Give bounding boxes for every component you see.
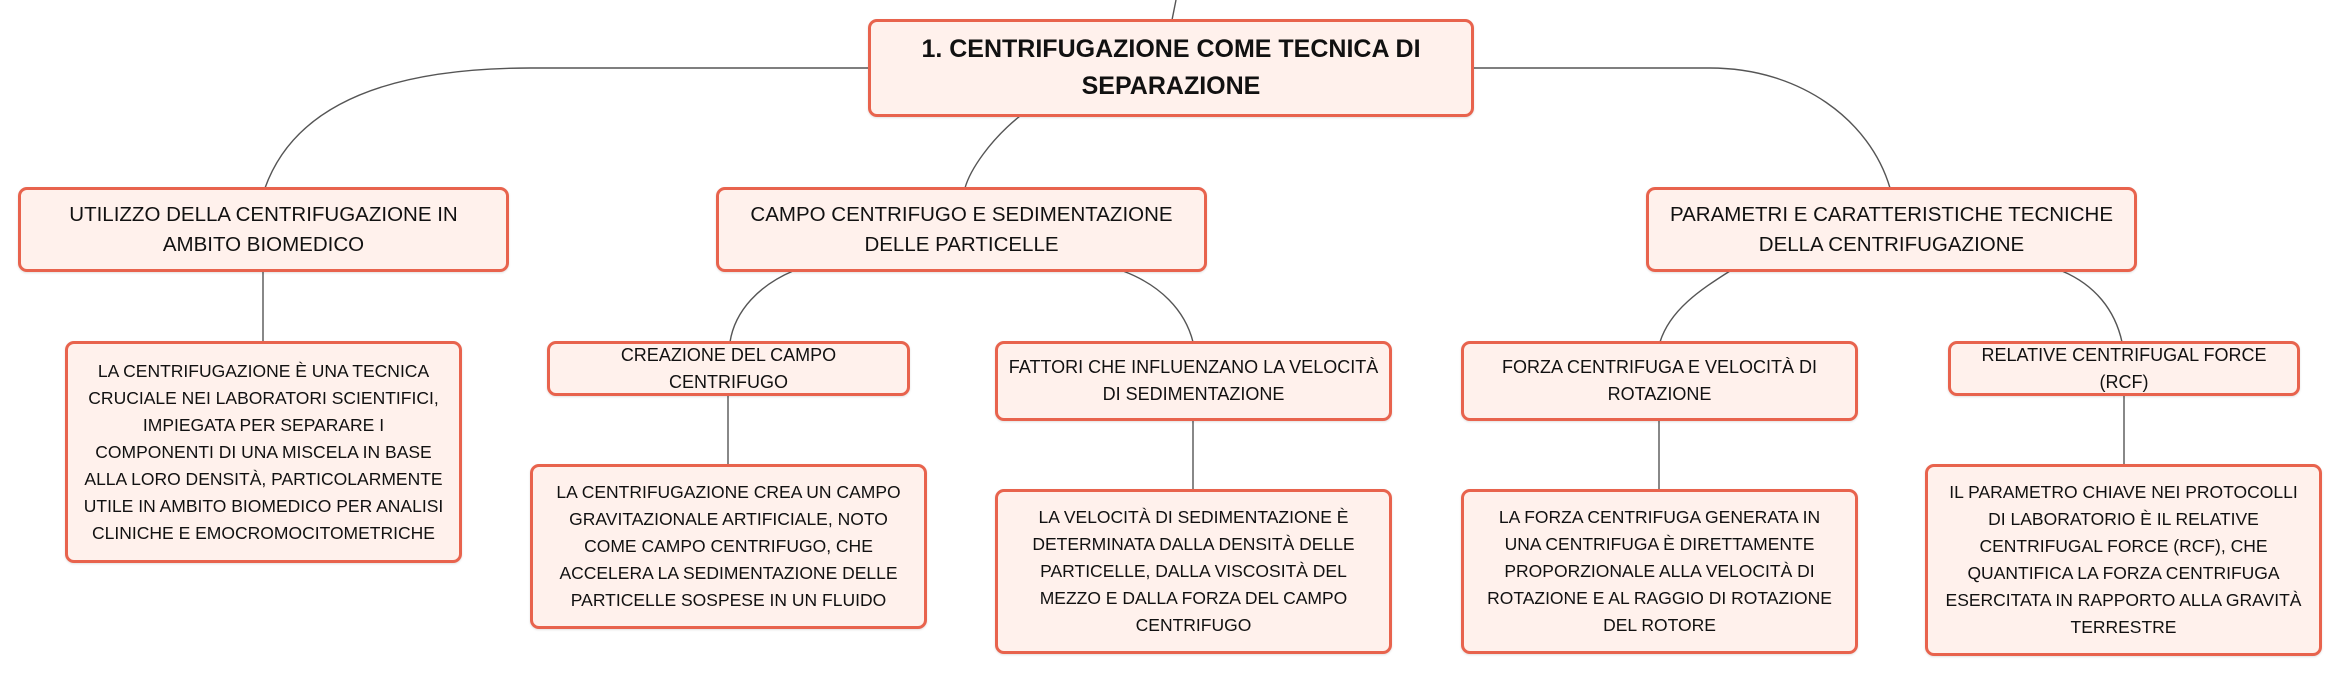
connector-branch-3-child-2 — [2062, 271, 2122, 342]
branch-node-label: PARAMETRI E CARATTERISTICHE TECNICHE DELLA CENTRIFUGAZIONE — [1669, 202, 2114, 256]
topic-node-label: RELATIVE CENTRIFUGAL FORCE (RCF) — [1981, 344, 2267, 392]
connector-root-branch-3 — [1470, 68, 1890, 188]
detail-node-biomedical-use[interactable] — [65, 341, 462, 563]
topic-node-field-creation[interactable] — [547, 341, 910, 396]
detail-node-text: LA CENTRIFUGAZIONE CREA UN CAMPO GRAVITAZIONALE ARTIFICIALE, NOTO COME CAMPO CENTRIFUGO, CHE ACCELERA LA SEDIMENTAZIONE DELLE PARTICELLE SOSPESE IN UN FLUIDO — [556, 482, 901, 610]
connector-branch-2-child-2 — [1123, 271, 1193, 342]
detail-node-text: LA CENTRIFUGAZIONE È UNA TECNICA CRUCIALE NEI LABORATORI SCIENTIFICI, IMPIEGATA PER SEPARARE I COMPONENTI DI UNA MISCELA IN BASE ALLA LORO DENSITÀ, PARTICOLARMENTE UTILE IN AMBITO BIOMEDICO PER ANALISI CLINICHE E EMOCROMOCITOMETRICHE — [83, 360, 444, 543]
branch-node-label: CAMPO CENTRIFUGO E SEDIMENTAZIONE DELLE PARTICELLE — [750, 202, 1173, 256]
detail-node-text: IL PARAMETRO CHIAVE NEI PROTOCOLLI DI LABORATORIO È IL RELATIVE CENTRIFUGAL FORCE (RCF), CHE QUANTIFICA LA FORZA CENTRIFUGA ESERCITATA IN RAPPORTO ALLA GRAVITÀ TERRESTRE — [1945, 482, 2302, 637]
connector-root-branch-2 — [965, 116, 1020, 188]
detail-node-rcf[interactable] — [1925, 464, 2322, 656]
detail-node-sedimentation-factors[interactable] — [995, 489, 1392, 654]
topic-node-label: CREAZIONE DEL CAMPO CENTRIFUGO — [620, 344, 837, 392]
topic-node-rcf[interactable] — [1948, 341, 2300, 396]
topic-node-centrifugal-force-speed[interactable] — [1461, 341, 1858, 421]
branch-node-biomedical-use[interactable] — [18, 187, 509, 272]
detail-node-text: LA FORZA CENTRIFUGA GENERATA IN UNA CENTRIFUGA È DIRETTAMENTE PROPORZIONALE ALLA VELOCITÀ DI ROTAZIONE E AL RAGGIO DI ROTAZIONE DEL ROTORE — [1487, 507, 1832, 635]
topic-node-label: FATTORI CHE INFLUENZANO LA VELOCITÀ DI SEDIMENTAZIONE — [1008, 357, 1379, 404]
detail-node-centrifugal-force-speed[interactable] — [1461, 489, 1858, 654]
detail-node-text: LA VELOCITÀ DI SEDIMENTAZIONE È DETERMINATA DALLA DENSITÀ DELLE PARTICELLE, DALLA VISCOSITÀ DEL MEZZO E DALLA FORZA DEL CAMPO CENTRIFUGO — [1032, 507, 1355, 635]
root-node-label: 1. CENTRIFUGAZIONE COME TECNICA DI SEPARAZIONE — [921, 35, 1421, 100]
branch-node-centrifugal-field[interactable] — [716, 187, 1207, 272]
topic-node-label: FORZA CENTRIFUGA E VELOCITÀ DI ROTAZIONE — [1501, 357, 1818, 404]
connector-branch-2-child-1 — [730, 271, 793, 342]
connector-offscreen-parent — [1172, 0, 1176, 20]
connector-root-branch-1 — [265, 68, 870, 188]
branch-node-technical-parameters[interactable] — [1646, 187, 2137, 272]
detail-node-field-creation[interactable] — [530, 464, 927, 629]
connector-branch-3-child-1 — [1660, 271, 1730, 342]
topic-node-sedimentation-factors[interactable] — [995, 341, 1392, 421]
branch-node-label: UTILIZZO DELLA CENTRIFUGAZIONE IN AMBITO BIOMEDICO — [69, 202, 458, 256]
root-node[interactable] — [868, 19, 1474, 117]
